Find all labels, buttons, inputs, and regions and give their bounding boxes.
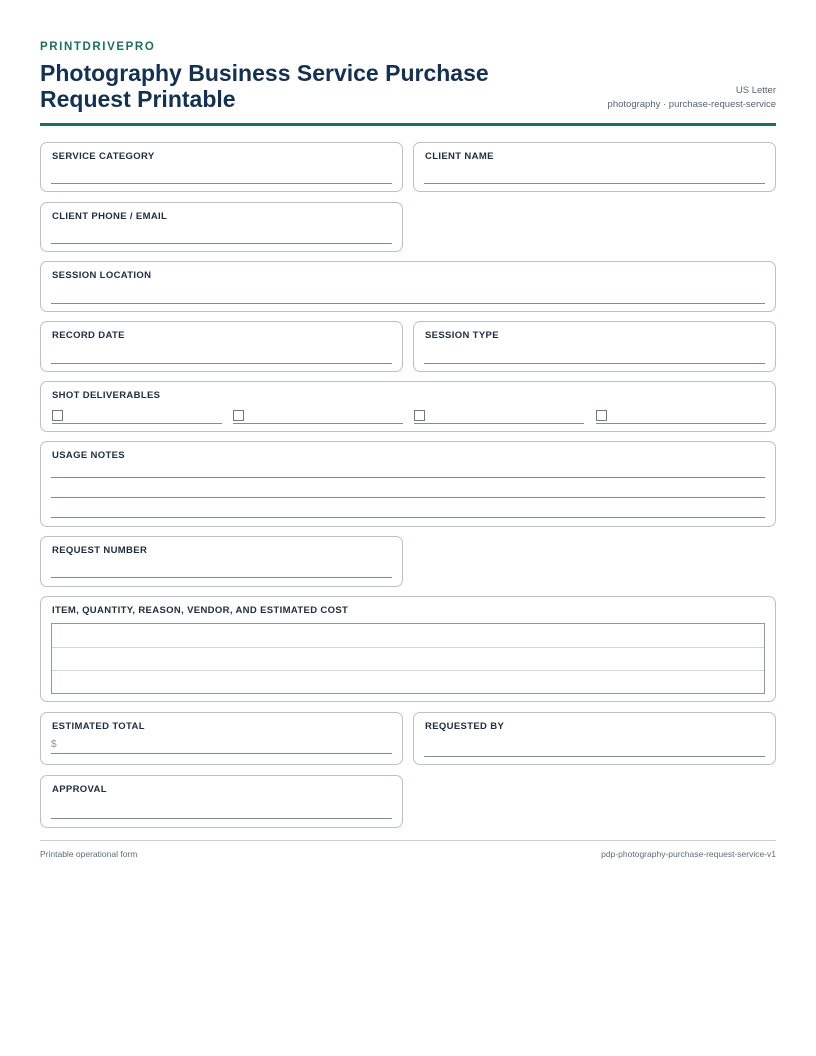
- session-location-label: SESSION LOCATION: [52, 270, 152, 281]
- service-category-label: SERVICE CATEGORY: [52, 151, 155, 162]
- service-category-line[interactable]: [51, 183, 392, 184]
- requested-by-field[interactable]: [413, 712, 776, 765]
- items-table: [51, 623, 765, 694]
- deliverable-option-1[interactable]: [52, 406, 222, 424]
- session-location-line[interactable]: [51, 303, 765, 304]
- estimated-total-field[interactable]: [40, 712, 403, 765]
- requested-by-line[interactable]: [424, 756, 765, 757]
- currency-symbol: $: [51, 739, 57, 750]
- usage-notes-label: USAGE NOTES: [52, 450, 125, 461]
- page-footer: [40, 840, 776, 859]
- client-contact-field[interactable]: [40, 202, 403, 252]
- checkbox[interactable]: [414, 410, 425, 421]
- approval-label: APPROVAL: [52, 784, 107, 795]
- checkbox[interactable]: [233, 410, 244, 421]
- request-number-line[interactable]: [51, 577, 392, 578]
- record-date-line[interactable]: [51, 363, 392, 364]
- record-date-label: RECORD DATE: [52, 330, 125, 341]
- table-row[interactable]: [52, 647, 764, 648]
- deliverable-option-3[interactable]: [414, 406, 584, 424]
- deliverable-option-2[interactable]: [233, 406, 403, 424]
- checkbox[interactable]: [596, 410, 607, 421]
- usage-notes-line-2[interactable]: [51, 497, 765, 498]
- form-header: [40, 40, 776, 126]
- form-slug: photography · purchase-request-service: [607, 98, 776, 110]
- form-meta: [608, 84, 776, 111]
- usage-notes-line-3[interactable]: [51, 517, 765, 518]
- shot-deliverables-field: [40, 381, 776, 432]
- client-contact-label: CLIENT PHONE / EMAIL: [52, 211, 168, 222]
- shot-deliverables-label: SHOT DELIVERABLES: [52, 390, 161, 401]
- usage-notes-field[interactable]: [40, 441, 776, 527]
- items-table-label: ITEM, QUANTITY, REASON, VENDOR, AND ESTIMATED COST: [52, 605, 349, 616]
- request-number-label: REQUEST NUMBER: [52, 545, 148, 556]
- deliverable-option-4[interactable]: [596, 406, 766, 424]
- page-title: Photography Business Service Purchase Request Printable: [40, 60, 489, 112]
- record-date-field[interactable]: [40, 321, 403, 372]
- client-name-field[interactable]: [413, 142, 776, 192]
- checkbox[interactable]: [52, 410, 63, 421]
- requested-by-label: REQUESTED BY: [425, 721, 505, 732]
- request-number-field[interactable]: [40, 536, 403, 587]
- session-type-label: SESSION TYPE: [425, 330, 499, 341]
- estimated-total-label: ESTIMATED TOTAL: [52, 721, 145, 732]
- estimated-total-line[interactable]: [51, 753, 392, 754]
- approval-field[interactable]: [40, 775, 403, 828]
- session-type-field[interactable]: [413, 321, 776, 372]
- form-id: pdp-photography-purchase-request-service-v1: [601, 849, 776, 859]
- brand-name: PRINTDRIVEPRO: [40, 41, 156, 53]
- client-contact-line[interactable]: [51, 243, 392, 244]
- session-type-line[interactable]: [424, 363, 765, 364]
- client-name-label: CLIENT NAME: [425, 151, 494, 162]
- table-row[interactable]: [52, 670, 764, 671]
- client-name-line[interactable]: [424, 183, 765, 184]
- approval-line[interactable]: [51, 818, 392, 819]
- footer-note: Printable operational form: [40, 849, 138, 859]
- items-table-field: [40, 596, 776, 702]
- service-category-field[interactable]: [40, 142, 403, 192]
- usage-notes-line-1[interactable]: [51, 477, 765, 478]
- paper-size: US Letter: [735, 85, 776, 96]
- session-location-field[interactable]: [40, 261, 776, 312]
